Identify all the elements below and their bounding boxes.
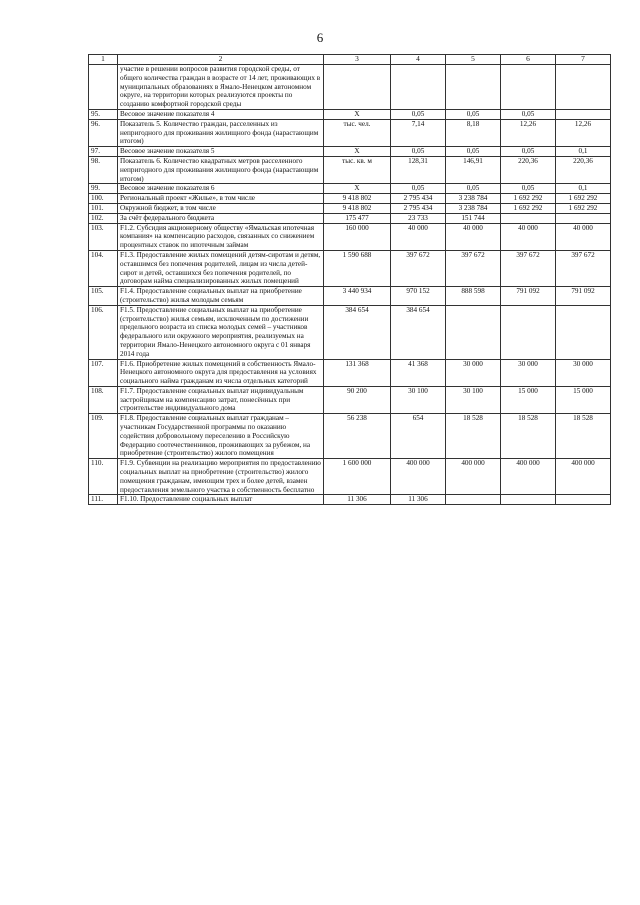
header-cell-7: 7 bbox=[556, 55, 611, 65]
value-col5-cell: 3 238 784 bbox=[446, 194, 501, 204]
value-col7-cell: 18 528 bbox=[556, 414, 611, 459]
header-cell-4: 4 bbox=[391, 55, 446, 65]
row-name-cell: F1.9. Субвенции на реализацию мероприятия по предоставлению социальных выплат на приобретение (строительство) жилого помещения гражданам, имеющим трех и более детей, взамен предоставления земельного участка в собственность бесплатно bbox=[118, 459, 324, 495]
table-row bbox=[89, 287, 611, 306]
table-header-row bbox=[89, 55, 611, 65]
value-col3-cell: 175 477 bbox=[324, 213, 391, 223]
table-row bbox=[89, 109, 611, 119]
row-number-cell: 107. bbox=[89, 359, 118, 386]
value-col6-cell: 0,05 bbox=[501, 184, 556, 194]
row-number-cell: 95. bbox=[89, 109, 118, 119]
header-cell-2: 2 bbox=[118, 55, 324, 65]
table-row bbox=[89, 359, 611, 386]
table-row bbox=[89, 213, 611, 223]
row-name-cell: Весовое значение показателя 5 bbox=[118, 147, 324, 157]
value-col4-cell: 23 733 bbox=[391, 213, 446, 223]
value-col5-cell: 146,91 bbox=[446, 156, 501, 183]
value-col3-cell: X bbox=[324, 184, 391, 194]
row-number-cell: 108. bbox=[89, 386, 118, 413]
value-col4-cell: 11 306 bbox=[391, 495, 446, 505]
row-number-cell: 98. bbox=[89, 156, 118, 183]
value-col7-cell bbox=[556, 305, 611, 359]
value-col4-cell: 0,05 bbox=[391, 184, 446, 194]
value-col6-cell bbox=[501, 213, 556, 223]
value-col5-cell: 3 238 784 bbox=[446, 203, 501, 213]
value-col7-cell: 40 000 bbox=[556, 223, 611, 250]
table-row bbox=[89, 459, 611, 495]
value-col3-cell: тыс. чел. bbox=[324, 119, 391, 146]
value-col4-cell: 2 795 434 bbox=[391, 203, 446, 213]
value-col3-cell bbox=[324, 65, 391, 110]
value-col5-cell: 8,18 bbox=[446, 119, 501, 146]
row-number-cell: 97. bbox=[89, 147, 118, 157]
value-col5-cell: 0,05 bbox=[446, 109, 501, 119]
value-col7-cell: 30 000 bbox=[556, 359, 611, 386]
value-col7-cell: 1 692 292 bbox=[556, 194, 611, 204]
value-col3-cell: 9 418 802 bbox=[324, 203, 391, 213]
row-name-cell: F1.2. Субсидия акционерному обществу «Ямальская ипотечная компания» на компенсацию расходов, связанных со снижением процентных ставок по ипотечным займам bbox=[118, 223, 324, 250]
value-col7-cell: 791 092 bbox=[556, 287, 611, 306]
value-col7-cell bbox=[556, 65, 611, 110]
value-col4-cell: 654 bbox=[391, 414, 446, 459]
value-col5-cell: 40 000 bbox=[446, 223, 501, 250]
value-col4-cell: 384 654 bbox=[391, 305, 446, 359]
header-cell-5: 5 bbox=[446, 55, 501, 65]
value-col4-cell: 2 795 434 bbox=[391, 194, 446, 204]
row-number-cell: 104. bbox=[89, 250, 118, 286]
row-number-cell: 103. bbox=[89, 223, 118, 250]
value-col7-cell bbox=[556, 109, 611, 119]
value-col4-cell: 41 368 bbox=[391, 359, 446, 386]
value-col7-cell: 1 692 292 bbox=[556, 203, 611, 213]
value-col7-cell: 0,1 bbox=[556, 184, 611, 194]
row-name-cell: Весовое значение показателя 4 bbox=[118, 109, 324, 119]
value-col6-cell: 397 672 bbox=[501, 250, 556, 286]
row-name-cell: Региональный проект «Жилье», в том числе bbox=[118, 194, 324, 204]
value-col7-cell: 0,1 bbox=[556, 147, 611, 157]
value-col3-cell: 1 590 688 bbox=[324, 250, 391, 286]
row-name-cell: F1.7. Предоставление социальных выплат индивидуальным застройщикам на компенсацию затрат, понесённых при строительстве индивидуального дома bbox=[118, 386, 324, 413]
value-col4-cell: 0,05 bbox=[391, 147, 446, 157]
row-name-cell: Весовое значение показателя 6 bbox=[118, 184, 324, 194]
value-col6-cell: 0,05 bbox=[501, 147, 556, 157]
value-col7-cell: 12,26 bbox=[556, 119, 611, 146]
value-col4-cell: 397 672 bbox=[391, 250, 446, 286]
value-col3-cell: X bbox=[324, 147, 391, 157]
value-col3-cell: 1 600 000 bbox=[324, 459, 391, 495]
value-col5-cell: 30 000 bbox=[446, 359, 501, 386]
table-row bbox=[89, 305, 611, 359]
value-col5-cell bbox=[446, 65, 501, 110]
value-col6-cell: 30 000 bbox=[501, 359, 556, 386]
value-col5-cell: 18 528 bbox=[446, 414, 501, 459]
value-col6-cell: 1 692 292 bbox=[501, 194, 556, 204]
row-number-cell bbox=[89, 65, 118, 110]
row-number-cell: 102. bbox=[89, 213, 118, 223]
value-col5-cell bbox=[446, 495, 501, 505]
table-row bbox=[89, 203, 611, 213]
row-name-cell: F1.10. Предоставление социальных выплат bbox=[118, 495, 324, 505]
value-col6-cell: 0,05 bbox=[501, 109, 556, 119]
value-col4-cell: 128,31 bbox=[391, 156, 446, 183]
value-col4-cell: 30 100 bbox=[391, 386, 446, 413]
value-col7-cell: 400 000 bbox=[556, 459, 611, 495]
value-col5-cell bbox=[446, 305, 501, 359]
row-number-cell: 110. bbox=[89, 459, 118, 495]
row-name-cell: За счёт федерального бюджета bbox=[118, 213, 324, 223]
row-name-cell: Показатель 5. Количество граждан, расселенных из непригодного для проживания жилищного фонда (нарастающим итогом) bbox=[118, 119, 324, 146]
table-row bbox=[89, 194, 611, 204]
value-col6-cell bbox=[501, 495, 556, 505]
row-number-cell: 105. bbox=[89, 287, 118, 306]
table-row bbox=[89, 65, 611, 110]
value-col6-cell bbox=[501, 65, 556, 110]
table-row bbox=[89, 414, 611, 459]
value-col4-cell: 7,14 bbox=[391, 119, 446, 146]
value-col7-cell bbox=[556, 495, 611, 505]
row-name-cell: F1.3. Предоставление жилых помещений детям-сиротам и детям, оставшимся без попечения родителей, лицам из числа детей-сирот и детей, оставшихся без попечения родителей, по договорам найма специализированных жилых помещений bbox=[118, 250, 324, 286]
value-col6-cell: 791 092 bbox=[501, 287, 556, 306]
table-row bbox=[89, 147, 611, 157]
page-number: 6 bbox=[316, 30, 324, 45]
value-col4-cell: 400 000 bbox=[391, 459, 446, 495]
header-cell-3: 3 bbox=[324, 55, 391, 65]
row-name-cell: Окружной бюджет, в том числе bbox=[118, 203, 324, 213]
value-col6-cell: 40 000 bbox=[501, 223, 556, 250]
value-col4-cell: 40 000 bbox=[391, 223, 446, 250]
row-name-cell: F1.8. Предоставление социальных выплат гражданам – участникам Государственной программы по оказанию содействия добровольному переселению в Российскую Федерацию соотечественников, проживающих за рубежом, на приобретение (строительство) жилого помещения bbox=[118, 414, 324, 459]
table-row bbox=[89, 250, 611, 286]
table-body bbox=[89, 55, 611, 505]
table-row bbox=[89, 184, 611, 194]
value-col5-cell: 397 672 bbox=[446, 250, 501, 286]
value-col5-cell: 151 744 bbox=[446, 213, 501, 223]
value-col4-cell bbox=[391, 65, 446, 110]
budget-table bbox=[88, 54, 611, 505]
value-col4-cell: 0,05 bbox=[391, 109, 446, 119]
value-col5-cell: 0,05 bbox=[446, 184, 501, 194]
row-name-cell: F1.6. Приобретение жилых помещений в собственность Ямало-Ненецкого автономного округа для предоставления на условиях социального найма гражданам из числа отдельных категорий bbox=[118, 359, 324, 386]
value-col3-cell: 384 654 bbox=[324, 305, 391, 359]
header-cell-6: 6 bbox=[501, 55, 556, 65]
row-number-cell: 109. bbox=[89, 414, 118, 459]
value-col6-cell: 18 528 bbox=[501, 414, 556, 459]
row-number-cell: 101. bbox=[89, 203, 118, 213]
value-col3-cell: 160 000 bbox=[324, 223, 391, 250]
value-col6-cell: 400 000 bbox=[501, 459, 556, 495]
value-col3-cell: 11 306 bbox=[324, 495, 391, 505]
value-col7-cell bbox=[556, 213, 611, 223]
value-col7-cell: 397 672 bbox=[556, 250, 611, 286]
row-name-cell: F1.4. Предоставление социальных выплат на приобретение (строительство) жилья молодым семьям bbox=[118, 287, 324, 306]
value-col6-cell: 220,36 bbox=[501, 156, 556, 183]
table-row bbox=[89, 495, 611, 505]
value-col7-cell: 220,36 bbox=[556, 156, 611, 183]
table-row bbox=[89, 156, 611, 183]
row-number-cell: 111. bbox=[89, 495, 118, 505]
value-col3-cell: 3 440 934 bbox=[324, 287, 391, 306]
value-col3-cell: тыс. кв. м bbox=[324, 156, 391, 183]
value-col7-cell: 15 000 bbox=[556, 386, 611, 413]
value-col6-cell bbox=[501, 305, 556, 359]
row-name-cell: участие в решении вопросов развития городской среды, от общего количества граждан в возрасте от 14 лет, проживающих в муниципальных образованиях в Ямало-Ненецком автономном округе, на территории которых реализуются проекты по созданию комфортной городской среды bbox=[118, 65, 324, 110]
value-col4-cell: 970 152 bbox=[391, 287, 446, 306]
row-number-cell: 106. bbox=[89, 305, 118, 359]
value-col5-cell: 888 598 bbox=[446, 287, 501, 306]
value-col5-cell: 30 100 bbox=[446, 386, 501, 413]
row-name-cell: F1.5. Предоставление социальных выплат на приобретение (строительство) жилья семьям, исключенным по достижении предельного возраста из списка молодых семей – участников федерального или окружного мероприятия, реализуемых на территории Ямало-Ненецкого автономного округа с 01 января 2014 года bbox=[118, 305, 324, 359]
value-col5-cell: 0,05 bbox=[446, 147, 501, 157]
value-col5-cell: 400 000 bbox=[446, 459, 501, 495]
value-col3-cell: 9 418 802 bbox=[324, 194, 391, 204]
value-col6-cell: 12,26 bbox=[501, 119, 556, 146]
table-row bbox=[89, 223, 611, 250]
row-name-cell: Показатель 6. Количество квадратных метров расселенного непригодного для проживания жилищного фонда (нарастающим итогом) bbox=[118, 156, 324, 183]
value-col6-cell: 1 692 292 bbox=[501, 203, 556, 213]
table-row bbox=[89, 386, 611, 413]
row-number-cell: 96. bbox=[89, 119, 118, 146]
header-cell-1: 1 bbox=[89, 55, 118, 65]
value-col6-cell: 15 000 bbox=[501, 386, 556, 413]
row-number-cell: 99. bbox=[89, 184, 118, 194]
table-row bbox=[89, 119, 611, 146]
value-col3-cell: 56 238 bbox=[324, 414, 391, 459]
value-col3-cell: 131 368 bbox=[324, 359, 391, 386]
value-col3-cell: 90 200 bbox=[324, 386, 391, 413]
value-col3-cell: X bbox=[324, 109, 391, 119]
row-number-cell: 100. bbox=[89, 194, 118, 204]
